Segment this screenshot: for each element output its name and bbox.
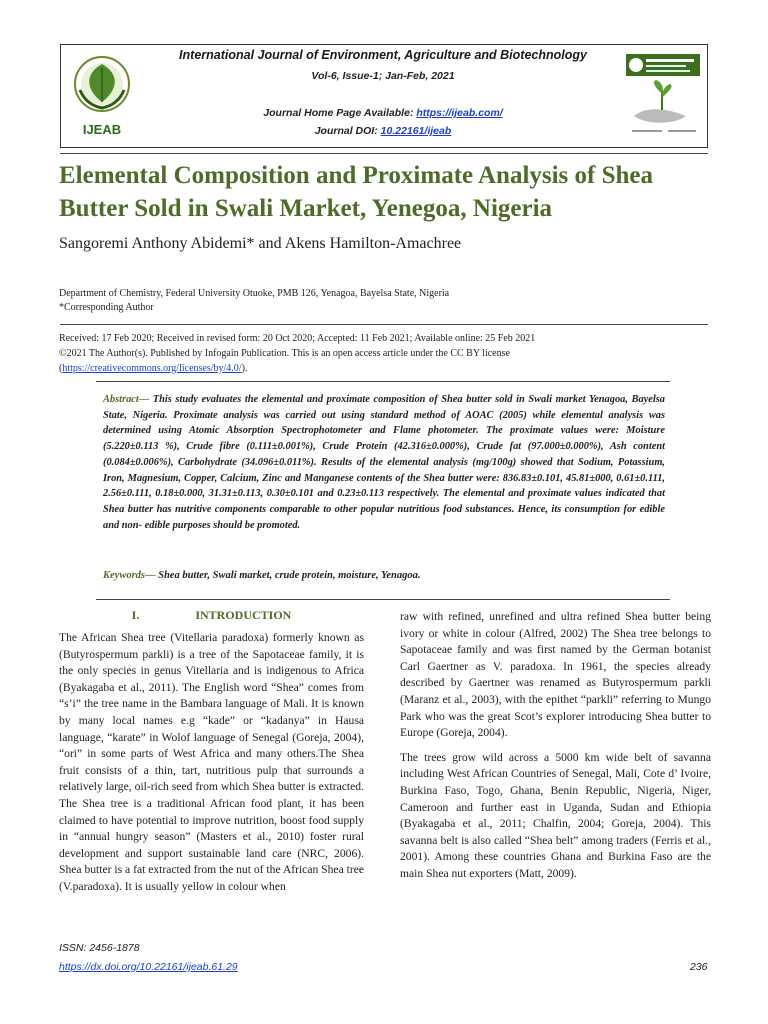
footer-issn: ISSN: 2456-1878 (59, 942, 140, 954)
journal-home-line (140, 107, 626, 119)
divider (96, 381, 670, 382)
doi-label: Journal DOI: (314, 125, 381, 137)
article-dates (59, 332, 709, 376)
abstract-label: Abstract— (103, 394, 150, 405)
right-column (400, 609, 711, 883)
license-link[interactable]: https://creativecommons.org/licenses/by/4.0/ (62, 362, 242, 374)
section-heading (59, 608, 364, 623)
affiliation (59, 287, 449, 315)
abstract-text: This study evaluates the elemental and proximate composition of Shea butter sold in Swali market Yenagoa, Bayelsa State, Nigeria. Proximate analysis was carried out using standard method of AOAC (2005) while elemental analysis was determined using Atomic Absorption Spectrophotometer and Flame photometer. The proximate values were: Moisture (5.220±0.113 %), Crude fibre (0.111±0.001%), Crude Protein (42.316±0.000%), Crude fat (97.000±0.000%), Ash content (0.084±0.006%), Carbohydrate (34.096±0.011%). Results of the elemental analysis (mg/100g) showed that Sodium, Potassium, Iron, Magnesium, Copper, Calcium, Zinc and Manganese contents of the Shea butter were: 836.83±0.101, 45.81±000, 0.61±0.111, 2.56±0.111, 0.18±0.000, 31.31±0.113, 0.30±0.101 and 0.23±0.113 respectively. The elemental and proximate values indicated that Shea butter has nutritive components comparable to other popular nutritious food substances. Hence, its consumption for edible and non- edible purposes should be promoted. (103, 394, 665, 531)
journal-name: International Journal of Environment, Agriculture and Biotechnology (179, 48, 587, 62)
journal-doi-line (140, 125, 626, 137)
journal-logo-icon (66, 50, 138, 140)
footer-doi-link[interactable]: https://dx.doi.org/10.22161/ijeab.61.29 (59, 961, 238, 973)
received-dates: Received: 17 Feb 2020; Received in revised form: 20 Oct 2020; Accepted: 11 Feb 2021; Available online: 25 Feb 2021 (59, 333, 536, 344)
left-column (59, 630, 364, 896)
divider (96, 599, 670, 600)
home-label: Journal Home Page Available: (263, 107, 417, 119)
article-title: Elemental Composition and Proximate Analysis of Shea Butter Sold in Swali Market, Yenegoa, Nigeria (59, 162, 654, 222)
section-title: INTRODUCTION (195, 608, 292, 622)
paragraph: The trees grow wild across a 5000 km wide belt of savanna including West African Countries of Senegal, Mali, Cote d’ Ivoire, Burkina Faso, Togo, Ghana, Benin Republic, Nigeria, Niger, Cameroon and further east in Uganda, Sudan and Ethiopia (Byakagaba et al., 2011; Chalfin, 2004; Goreja, 2004). This savanna belt is also called “Shea belt” among traders (Ferris et al., 2001). Among these countries Ghana and Burkina Faso are the main Shea nut exporters (Matt, 2009). (400, 750, 711, 880)
journal-volume: Vol-6, Issue-1; Jan-Feb, 2021 (311, 70, 455, 82)
paragraph: raw with refined, unrefined and ultra refined Shea butter being ivory or white in colour (Alfred, 2002) The Shea tree belongs to Sapotaceae family and was first named by the German botanist Carl Gaertner as V. paradoxa. In 1961, the species already described by Gaertner was renamed as Butyrospermum parkli (Maranz et al., 2003), with the epithet “parkli” referring to Mungo Park who was the great Scot’s explorer introducing Shea butter to Europe (Goreja, 2004). (400, 610, 711, 740)
svg-text:IJEAB: IJEAB (82, 122, 122, 137)
keywords (103, 570, 665, 581)
divider (60, 153, 708, 154)
journal-cover-thumbnail-icon (626, 50, 700, 140)
department: Department of Chemistry, Federal University Otuoke, PMB 126, Yenagoa, Bayelsa State, Nigeria (59, 288, 450, 299)
corresponding-author: *Corresponding Author (59, 302, 154, 313)
home-link[interactable]: https://ijeab.com/ (416, 107, 503, 119)
journal-doi-link[interactable]: 10.22161/ijeab (380, 125, 452, 137)
page-number: 236 (690, 961, 708, 973)
divider (60, 324, 708, 325)
section-number: I. (131, 608, 140, 622)
paragraph: The African Shea tree (Vitellaria paradoxa) formerly known as (Butyrospermum parkli) is a tree of the Sapotaceae family, it is the only species in genus Vitellaria and is indigenous to Africa (Byakagaba et al., 2011). The English word “Shea” comes from “s’i” the tree name in the Bambara language of Mali. It is known by many local names e.g “kade” or “kadanya” in Hausa language, “karate” in Wolof language of Senegal (Goreja, 2004), “ori” in some parts of West Africa and many others.The Shea fruit consists of a thin, tart, nutritious pulp that surrounds a relatively large, oil-rich seed from which Shea butter is extracted. The Shea tree is a traditional African food plant, it has been claimed to have potential to improve nutrition, boost food supply in “annual hungry season” (Masters et al., 2010) foster rural development and support sustainable land care (NRC, 2006). Shea butter is a fat extracted from the nut of the African Shea tree (V.paradoxa). It is usually yellow in colour when (59, 631, 364, 893)
license-line: (https://creativecommons.org/licenses/by/4.0/). (59, 362, 248, 374)
abstract (103, 392, 665, 533)
copyright: ©2021 The Author(s). Published by Infogain Publication. This is an open access article under the CC BY license (59, 347, 510, 359)
keywords-label: Keywords— (103, 570, 156, 581)
keywords-text: Shea butter, Swali market, crude protein, moisture, Yenagoa. (155, 570, 421, 581)
authors: Sangoremi Anthony Abidemi* and Akens Hamilton-Amachree (59, 235, 462, 252)
